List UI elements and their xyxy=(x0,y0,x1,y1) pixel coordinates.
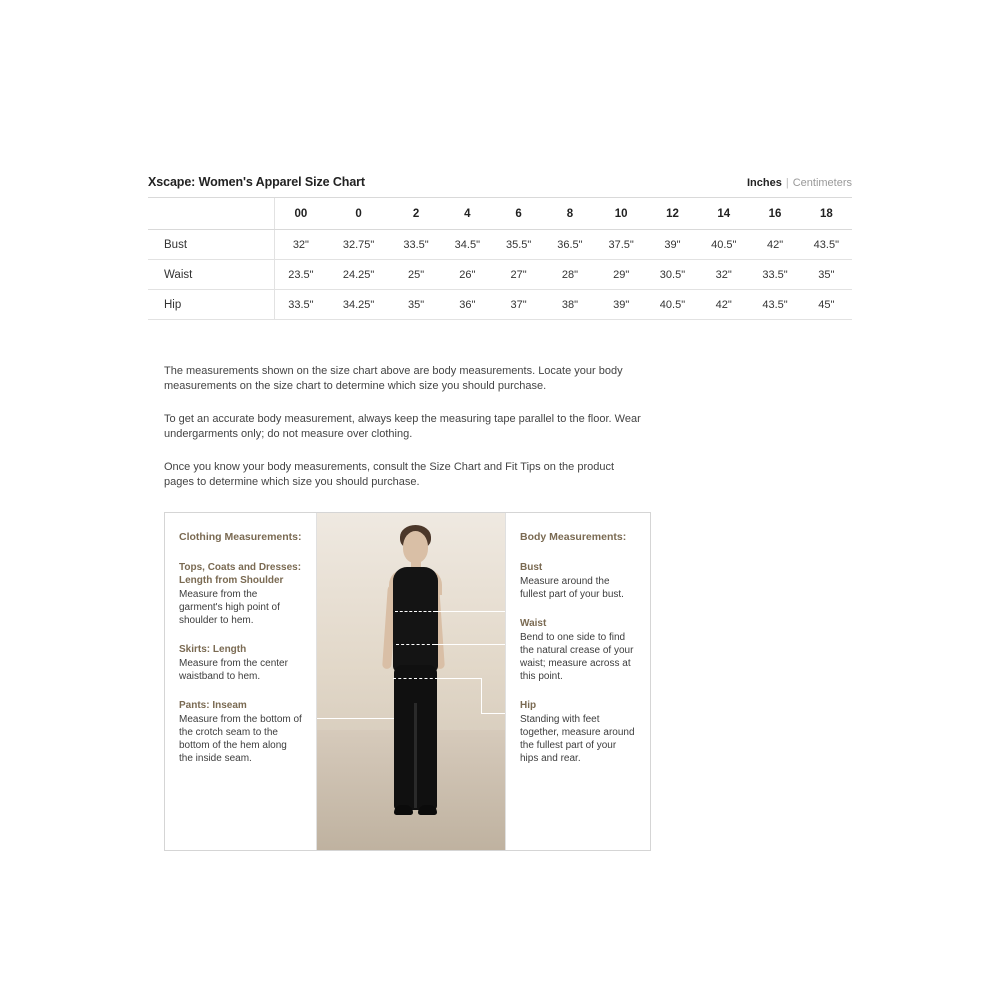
table-row xyxy=(148,290,852,320)
model-photo xyxy=(317,513,505,850)
block-body: Standing with feet together, measure around the fullest part of your hips and rear. xyxy=(520,714,635,764)
clothing-measurement-block xyxy=(179,561,302,627)
table-body xyxy=(148,230,852,320)
table-cell: 25" xyxy=(390,260,441,290)
column-header: 10 xyxy=(596,198,647,230)
unit-centimeters-option[interactable]: Centimeters xyxy=(792,177,852,189)
content-wrapper xyxy=(148,175,852,851)
table-cell: 42" xyxy=(749,230,800,260)
table-cell: 43.5" xyxy=(749,290,800,320)
body-measurement-block xyxy=(520,561,636,601)
block-title: Pants: Inseam xyxy=(179,700,247,711)
table-cell: 39" xyxy=(647,230,698,260)
unit-toggle[interactable] xyxy=(747,177,852,189)
table-cell: 35.5" xyxy=(493,230,544,260)
page-title: Xscape: Women's Apparel Size Chart xyxy=(148,175,365,189)
table-cell: 28" xyxy=(544,260,595,290)
waist-measure-line xyxy=(396,644,435,645)
column-header: 8 xyxy=(544,198,595,230)
table-cell: 33.5" xyxy=(390,230,441,260)
table-cell: 45" xyxy=(801,290,852,320)
chart-header xyxy=(148,175,852,198)
column-header: 6 xyxy=(493,198,544,230)
column-header: 18 xyxy=(801,198,852,230)
body-measurements-column xyxy=(505,513,650,850)
clothing-measurements-heading: Clothing Measurements: xyxy=(179,531,302,543)
column-header: 12 xyxy=(647,198,698,230)
block-body: Measure from the center waistband to hem. xyxy=(179,658,288,682)
model-shoe-right xyxy=(418,805,437,815)
block-body: Measure from the garment's high point of shoulder to hem. xyxy=(179,589,280,626)
column-header: 0 xyxy=(327,198,391,230)
table-cell: 33.5" xyxy=(749,260,800,290)
bust-measure-line xyxy=(395,611,436,612)
table-head xyxy=(148,198,852,230)
column-header: 14 xyxy=(698,198,749,230)
table-cell: 32.75" xyxy=(327,230,391,260)
table-cell: 30.5" xyxy=(647,260,698,290)
waist-leader-line xyxy=(435,644,505,645)
row-label-bust: Bust xyxy=(148,230,275,260)
block-title: Skirts: Length xyxy=(179,644,247,655)
inseam-leader-line xyxy=(317,718,394,719)
table-cell: 35" xyxy=(390,290,441,320)
table-cell: 33.5" xyxy=(275,290,327,320)
note-paragraph: Once you know your body measurements, consult the Size Chart and Fit Tips on the product pages to determine which size you should purchase. xyxy=(164,461,615,488)
model-shoe-left xyxy=(394,805,413,815)
model-leg-seam xyxy=(414,703,417,808)
body-measurement-block xyxy=(520,699,636,765)
table-row xyxy=(148,260,852,290)
table-cell: 42" xyxy=(698,290,749,320)
note-paragraph: The measurements shown on the size chart above are body measurements. Locate your body measurements on the size chart to determine which size you should purchase. xyxy=(164,365,623,392)
size-chart-table xyxy=(148,198,852,320)
measurement-guide-panel xyxy=(164,512,651,851)
model-figure xyxy=(317,513,505,850)
column-header: 2 xyxy=(390,198,441,230)
block-body: Measure around the fullest part of your bust. xyxy=(520,576,624,600)
table-cell: 39" xyxy=(596,290,647,320)
body-measurements-heading: Body Measurements: xyxy=(520,531,627,543)
note-paragraph: To get an accurate body measurement, always keep the measuring tape parallel to the floor. Wear undergarments only; do not measure over clothing. xyxy=(164,413,641,440)
row-label-waist: Waist xyxy=(148,260,275,290)
table-corner-cell xyxy=(148,198,275,230)
unit-inches-option[interactable]: Inches xyxy=(746,177,782,189)
block-body: Measure from the bottom of the crotch seam to the bottom of the hem along the inside seam. xyxy=(179,714,302,764)
table-header-row xyxy=(148,198,852,230)
table-cell: 40.5" xyxy=(698,230,749,260)
table-cell: 43.5" xyxy=(801,230,852,260)
table-cell: 29" xyxy=(596,260,647,290)
table-cell: 23.5" xyxy=(275,260,327,290)
table-cell: 24.25" xyxy=(327,260,391,290)
hip-measure-line xyxy=(393,678,438,679)
table-cell: 34.5" xyxy=(442,230,493,260)
table-cell: 34.25" xyxy=(327,290,391,320)
table-cell: 32" xyxy=(275,230,327,260)
table-cell: 27" xyxy=(493,260,544,290)
clothing-measurement-block xyxy=(179,699,302,765)
bust-leader-line xyxy=(436,611,505,612)
unit-separator: | xyxy=(785,177,789,189)
table-cell: 36.5" xyxy=(544,230,595,260)
table-cell: 36" xyxy=(442,290,493,320)
table-cell: 26" xyxy=(442,260,493,290)
clothing-measurements-column xyxy=(165,513,317,850)
hip-leader-line xyxy=(438,678,481,679)
column-header: 16 xyxy=(749,198,800,230)
block-title: Tops, Coats and Dresses: Length from Shoulder xyxy=(179,562,302,586)
block-title: Hip xyxy=(520,700,537,711)
table-cell: 37" xyxy=(493,290,544,320)
clothing-measurement-block xyxy=(179,643,302,683)
table-cell: 38" xyxy=(544,290,595,320)
table-cell: 35" xyxy=(801,260,852,290)
notes-section xyxy=(148,364,852,490)
row-label-hip: Hip xyxy=(148,290,275,320)
table-cell: 32" xyxy=(698,260,749,290)
block-body: Bend to one side to find the natural crease of your waist; measure across at this point. xyxy=(520,632,634,682)
column-header: 00 xyxy=(275,198,327,230)
block-title: Waist xyxy=(520,618,547,629)
hip-leader-line-2 xyxy=(481,713,505,714)
column-header: 4 xyxy=(442,198,493,230)
table-row xyxy=(148,230,852,260)
block-title: Bust xyxy=(520,562,543,573)
body-measurement-block xyxy=(520,617,636,683)
table-cell: 40.5" xyxy=(647,290,698,320)
hip-leader-vertical xyxy=(481,678,482,713)
table-cell: 37.5" xyxy=(596,230,647,260)
